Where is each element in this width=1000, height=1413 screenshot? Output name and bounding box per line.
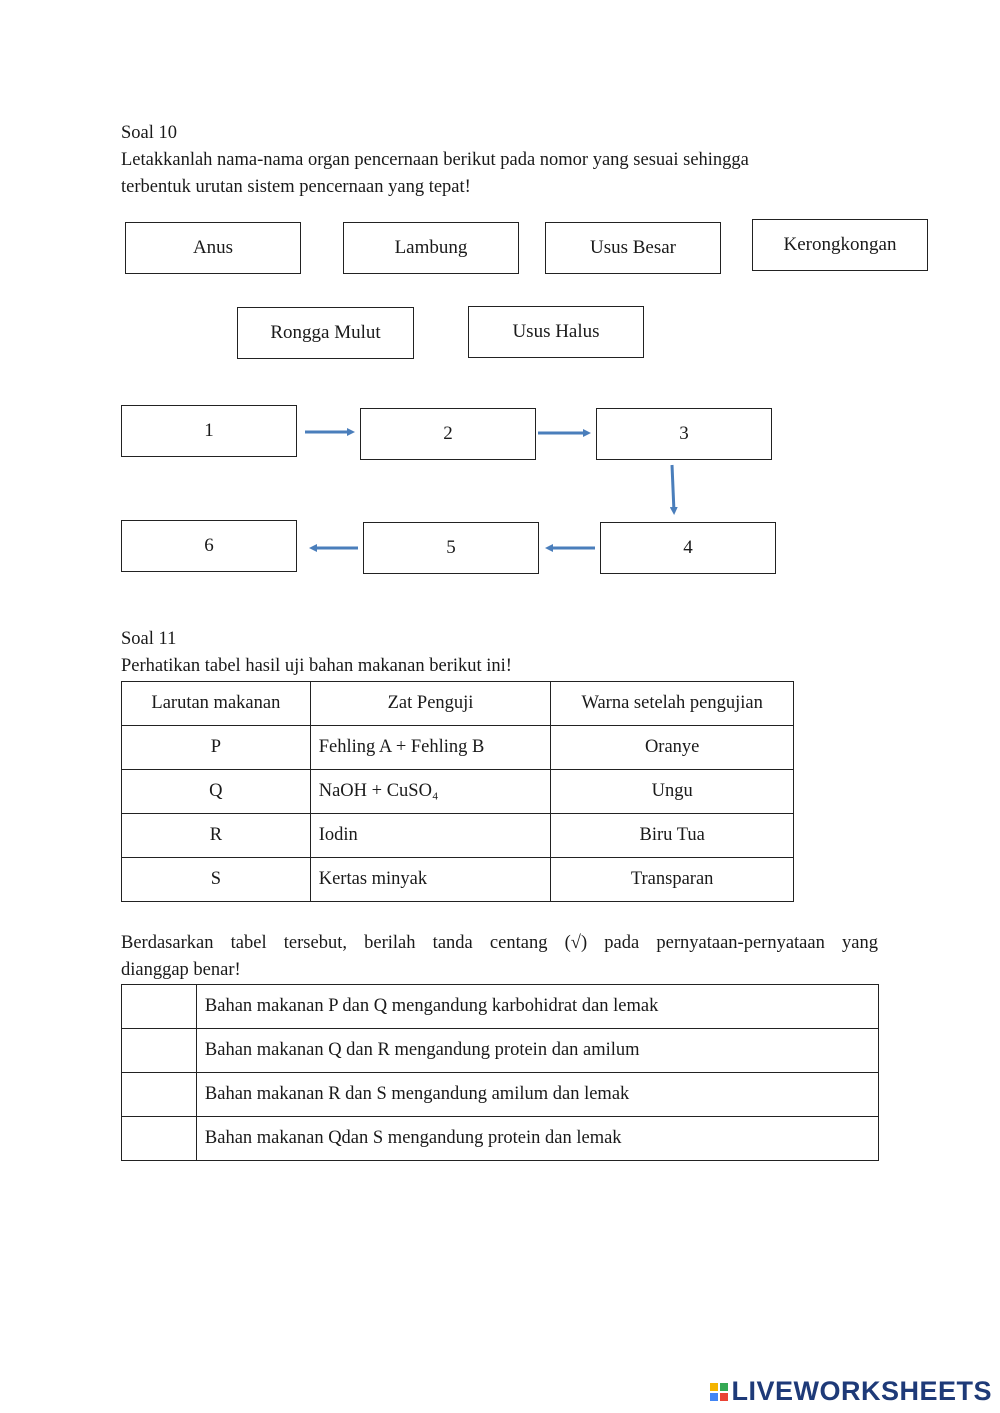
table-cell-color: Ungu [551, 770, 794, 814]
table-cell-sample: R [122, 814, 311, 858]
table-row [122, 726, 794, 770]
table-row [122, 770, 794, 814]
food-test-table [121, 681, 794, 902]
soal11-title: Soal 11 [121, 629, 177, 649]
logo-text: LIVEWORKSHEETS [731, 1376, 992, 1406]
slot-number: 2 [443, 423, 453, 444]
soal10-title: Soal 10 [121, 123, 178, 143]
table-row [122, 858, 794, 902]
statement-text: Bahan makanan R dan S mengandung amilum dan lemak [196, 1073, 878, 1117]
organ-card-usus-besar[interactable]: Usus Besar [545, 222, 721, 274]
arrow-3-to-4 [672, 465, 674, 512]
statement-text: Bahan makanan Qdan S mengandung protein dan lemak [196, 1117, 878, 1161]
statement-text: Bahan makanan Q dan R mengandung protein dan amilum [196, 1029, 878, 1073]
table-cell-sample: P [122, 726, 311, 770]
logo-mark-icon [710, 1383, 728, 1401]
table-cell-reagent: NaOH + CuSO₄ [310, 770, 551, 814]
organ-card-lambung[interactable]: Lambung [343, 222, 519, 274]
slot-number: 3 [679, 423, 689, 444]
statement-text: Bahan makanan P dan Q mengandung karbohidrat dan lemak [196, 985, 878, 1029]
soal10-instruction-line1: Letakkanlah nama-nama organ pencernaan berikut pada nomor yang sesuai sehingga [121, 150, 749, 170]
checklist-row [122, 1073, 879, 1117]
table-header-cell: Larutan makanan [122, 682, 311, 726]
checklist-row [122, 1029, 879, 1073]
check-cell[interactable] [122, 1029, 197, 1073]
slot-number: 4 [683, 537, 693, 558]
checklist-row [122, 1117, 879, 1161]
check-cell[interactable] [122, 1117, 197, 1161]
table-header-cell: Warna setelah pengujian [551, 682, 794, 726]
table-cell-sample: S [122, 858, 311, 902]
table-row [122, 814, 794, 858]
table-cell-reagent: Kertas minyak [310, 858, 551, 902]
table-cell-sample: Q [122, 770, 311, 814]
flow-arrows [0, 0, 1000, 620]
check-cell[interactable] [122, 985, 197, 1029]
check-cell[interactable] [122, 1073, 197, 1117]
slot-number: 1 [204, 420, 214, 441]
slot-number: 6 [204, 535, 214, 556]
organ-card-rongga-mulut[interactable]: Rongga Mulut [237, 307, 414, 359]
organ-card-usus-halus[interactable]: Usus Halus [468, 306, 644, 358]
slot-number: 5 [446, 537, 456, 558]
liveworksheets-logo[interactable] [710, 1376, 992, 1407]
table-cell-color: Transparan [551, 858, 794, 902]
statement-checklist [121, 984, 879, 1161]
table-cell-color: Biru Tua [551, 814, 794, 858]
soal11-instruction: Perhatikan tabel hasil uji bahan makanan berikut ini! [121, 656, 512, 676]
table-cell-reagent: Iodin [310, 814, 551, 858]
soal11-question-line1: Berdasarkan tabel tersebut, berilah tanda centang (√) pada pernyataan-pernyataan yang [121, 933, 878, 953]
organ-card-anus[interactable]: Anus [125, 222, 301, 274]
soal10-instruction-line2: terbentuk urutan sistem pencernaan yang tepat! [121, 177, 471, 197]
table-cell-reagent: Fehling A + Fehling B [310, 726, 551, 770]
table-cell-color: Oranye [551, 726, 794, 770]
checklist-row [122, 985, 879, 1029]
soal11-question-line2: dianggap benar! [121, 960, 241, 980]
table-header-cell: Zat Penguji [310, 682, 551, 726]
table-header-row [122, 682, 794, 726]
organ-card-kerongkongan[interactable]: Kerongkongan [752, 219, 928, 271]
